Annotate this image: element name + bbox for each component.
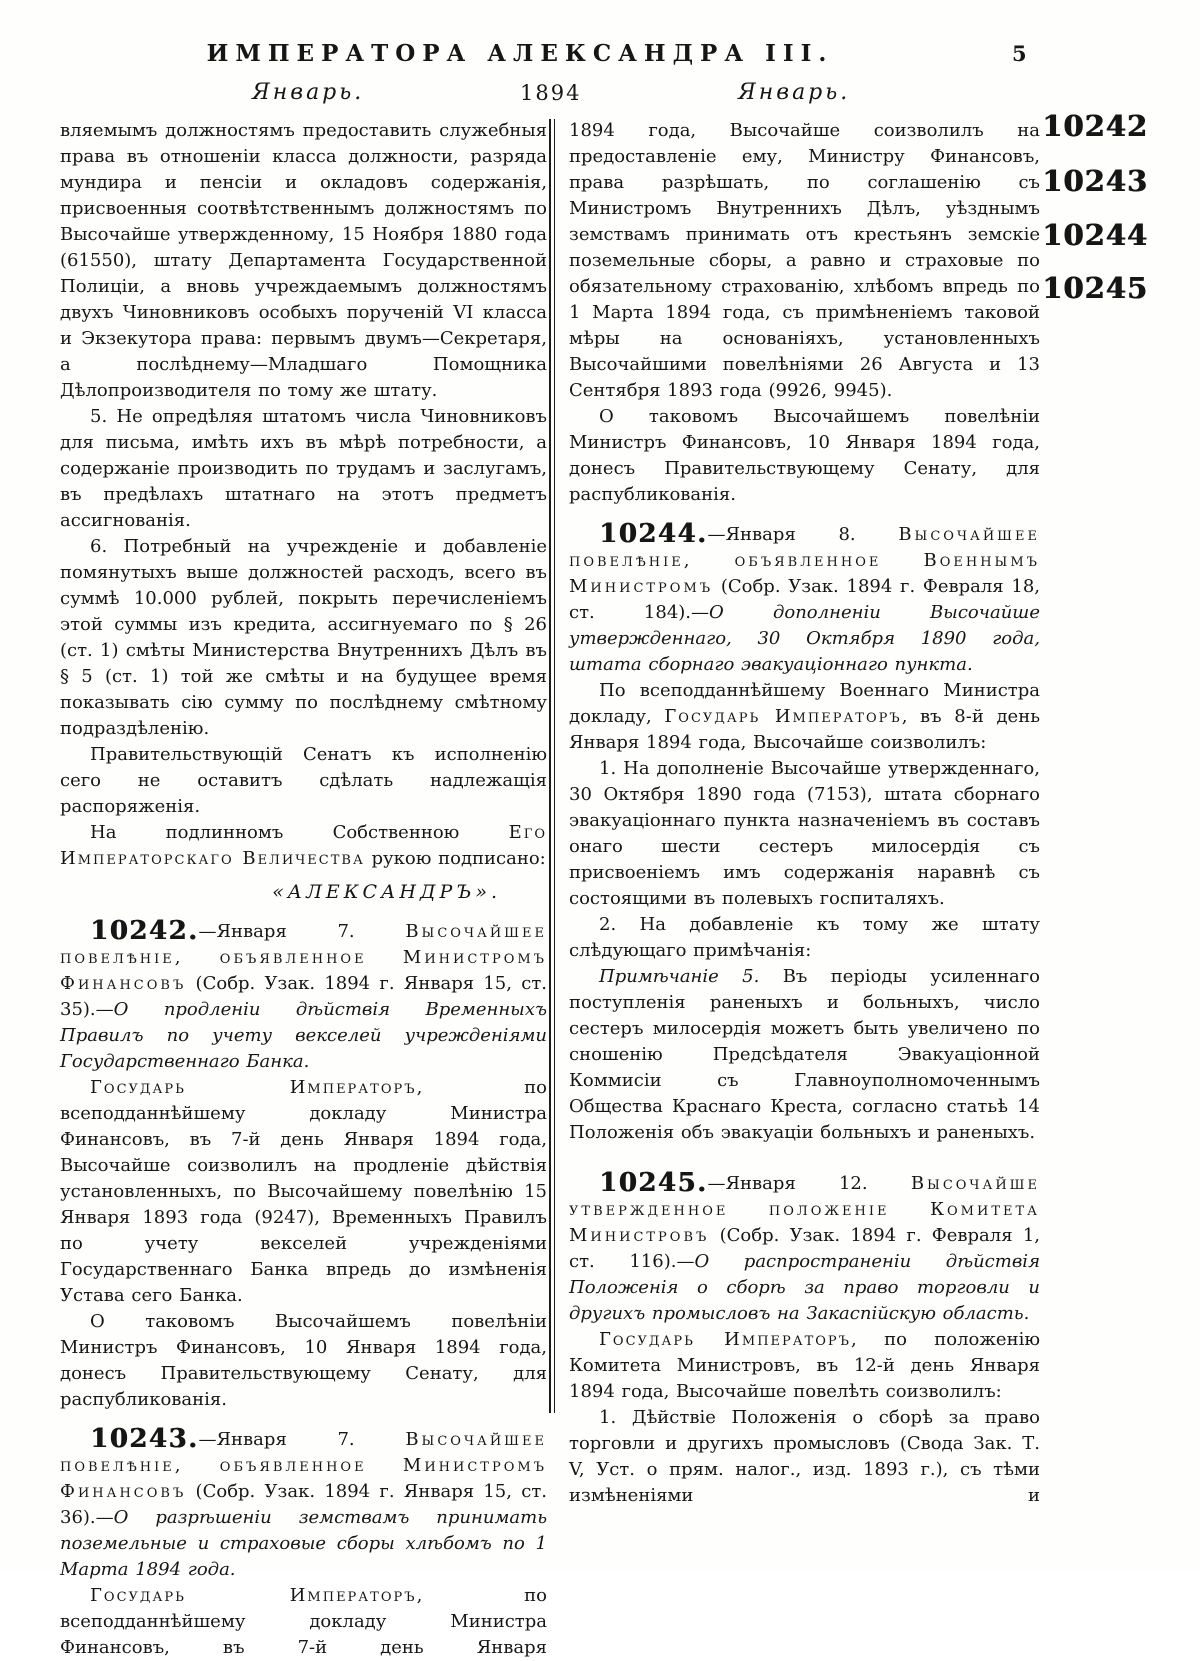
act-date: —Января 7. (198, 921, 406, 942)
act-date: —Января 8. (707, 524, 899, 545)
sovereign-emperor-smallcaps: Государь Императоръ (664, 706, 902, 727)
paragraph-senate: Правительствующій Сенатъ къ исполненію сего не оставитъ сдѣлать надлежащія распоряженія. (60, 744, 547, 817)
sovereign-emperor-smallcaps: Государь Императоръ (599, 1329, 852, 1350)
paragraph-act-body: О таковомъ Высочайшемъ повелѣніи Министръ Финансовъ, 10 Января 1894 года, донесъ Правительствующему Сенату, для распубликованія. (60, 1311, 547, 1410)
page-number: 5 (1012, 41, 1027, 66)
paragraph-act-body (60, 1075, 547, 1309)
text-run: , по положенію Комитета Министровъ, въ 12-й день Января 1894 года, Высочайше повелѣть соизволилъ: (569, 1329, 1040, 1402)
text-run: Въ періоды усиленнаго поступленія раненыхъ и больныхъ, число сестеръ милосердія можетъ быть увеличено по сношенію Предсѣдателя Эвакуаціонной Коммисіи съ Главноуполномоченнымъ Общества Краснаго Креста, согласно статьѣ 14 Положенія объ эвакуаціи больныхъ и раненыхъ. (569, 966, 1040, 1143)
text-run: , по всеподданнѣйшему докладу Министра Финансовъ, въ 7-й день Января (60, 1585, 548, 1658)
act-date: —Января 7. (198, 1429, 406, 1450)
paragraph-act-body (569, 1327, 1040, 1405)
act-heading-10245 (569, 1170, 1040, 1327)
paragraph-signature-intro (60, 820, 547, 872)
imperial-majesty-smallcaps: Его Императорскаго Величества (60, 822, 547, 869)
paragraph-act-body-continues (60, 1583, 547, 1661)
margin-act-number-10244: 10244 (1042, 218, 1148, 252)
act-number: 10243. (90, 1424, 199, 1454)
act-number: 10245. (599, 1168, 708, 1198)
paragraph-act-body (569, 678, 1040, 756)
right-column (569, 118, 1040, 1509)
act-title-italic: О распространеніи дѣйствія Положенія о сборѣ за право торговли и другихъ промысловъ на Закаспійскую область. (569, 1251, 1040, 1324)
act-number: 10244. (599, 519, 708, 549)
margin-act-number-10245: 10245 (1042, 271, 1148, 305)
running-head-month-right: Январь. (738, 80, 851, 105)
paragraph-continuation: 1894 года, Высочайше соизволилъ на предоставленіе ему, Министру Финансовъ, права разрѣшать, по соглашенію съ Министромъ Внутреннихъ Дѣлъ, уѣзднымъ земствамъ принимать отъ крестьянъ земскіе поземельные сборы, а равно и страховые по обязательному страхованію, хлѣбомъ впредь по 1 Марта 1894 года, съ примѣненіемъ таковой мѣры на основаніяхъ, установленныхъ Высочайшими повелѣніями 26 Августа и 13 Сентября 1893 года (9926, 9945). (569, 120, 1040, 401)
paragraph-continuation: вляемымъ должностямъ предоставить служебныя права въ отношеніи класса должности, разряда мундира и пенсіи и окладовъ содержанія, присвоенныя соотвѣтственнымъ должностямъ по Высочайше утвержденному, 15 Ноября 1880 года (61550), штату Департамента Государственной Полиціи, а вновь учреждаемымъ должностямъ двухъ Чиновниковъ особыхъ порученій VI класса и Экзекутора права: первымъ двумъ—Секретаря, а послѣднему—Младшаго Помощника Дѣлопроизводителя по тому же штату. (60, 120, 547, 401)
sovereign-emperor-smallcaps: Государь Императоръ (90, 1585, 417, 1606)
act-title-italic: О продленіи дѣйствія Временныхъ Правилъ по учету векселей учрежденіями Государственнаго Банка. (60, 999, 547, 1072)
act-type-smallcaps: Высочайшее повелѣніе, объявленное Министромъ Финансовъ (60, 1429, 547, 1502)
paragraph-item-6: 6. Потребный на учрежденіе и добавленіе помянутыхъ выше должностей расходъ, всего въ суммѣ 10.000 рублей, покрыть перечисленіемъ этой суммы изъ кредита, ассигнуемаго по § 26 (ст. 1) смѣты Министерства Внутреннихъ Дѣлъ въ § 5 (ст. 1) той же смѣты и на будущее время показывать сію сумму по послѣднему смѣтному подраздѣленію. (60, 536, 547, 739)
act-reference: (Собр. Узак. 1894 г. Февраля 18, ст. 184).— (569, 576, 1040, 623)
act-reference: (Собр. Узак. 1894 г. Февраля 1, ст. 116).— (569, 1225, 1040, 1272)
paragraph-note (569, 964, 1040, 1146)
running-head-year: 1894 (520, 81, 582, 105)
paragraph-act-item-1: 1. На дополненіе Высочайше утвержденнаго, 30 Октября 1890 года (7153), штата сборнаго эвакуаціоннаго пункта назначеніемъ въ составъ онаго шести сестеръ милосердія съ присвоеніемъ имъ содержанія наравнѣ съ состоящими въ полевыхъ госпиталяхъ. (569, 758, 1040, 909)
paragraph-act-body: О таковомъ Высочайшемъ повелѣніи Министръ Финансовъ, 10 Января 1894 года, донесъ Правительствующему Сенату, для распубликованія. (569, 406, 1040, 505)
paragraph-act-item-2: 2. На добавленіе къ тому же штату слѣдующаго примѣчанія: (569, 914, 1040, 961)
text-run: рукою подписано: (364, 848, 546, 869)
act-title-italic: О дополненіи Высочайше утвержденнаго, 30 Октября 1890 года, штата сборнаго эвакуаціоннаго пункта. (569, 602, 1040, 675)
act-heading-10244 (569, 521, 1040, 678)
margin-act-number-10242: 10242 (1042, 109, 1148, 143)
sovereign-emperor-smallcaps: Государь Императоръ (90, 1077, 417, 1098)
act-type-smallcaps: Высочайше утвержденное положеніе Комитета Министровъ (569, 1173, 1040, 1246)
act-type-smallcaps: Высочайшее повелѣніе, объявленное Министромъ Финансовъ (60, 921, 547, 994)
left-column (60, 118, 547, 1661)
act-heading-10243 (60, 1426, 547, 1583)
column-divider (549, 119, 555, 1413)
text-run: На подлинномъ Собственною (90, 822, 509, 843)
text-run: , по всеподданнѣйшему докладу Министра Финансовъ, въ 7-й день Января 1894 года, Высочайше соизволилъ на продленіе дѣйствія установленныхъ, по Высочайшему повелѣнію 15 Января 1893 года (9247), Временныхъ Правилъ по учету векселей учрежденіями Государственнаго Банка впредь до измѣненія Устава сего Банка. (60, 1077, 548, 1306)
act-title-italic: О разрѣшеніи земствамъ принимать поземельные и страховые сборы хлѣбомъ по 1 Марта 1894 года. (60, 1507, 547, 1580)
imperial-signature: «АЛЕКСАНДРЪ». (272, 881, 501, 903)
act-number: 10242. (90, 916, 199, 946)
running-head-month-left: Январь. (252, 80, 365, 105)
margin-act-number-10243: 10243 (1042, 164, 1148, 198)
note-label-italic: Примѣчаніе 5. (599, 966, 760, 987)
paragraph-item-5: 5. Не опредѣляя штатомъ числа Чиновниковъ для письма, имѣть ихъ въ мѣрѣ потребности, а содержаніе производить по трудамъ и заслугамъ, въ предѣлахъ штатнаго на этотъ предметъ ассигнованія. (60, 406, 547, 531)
act-reference: (Собр. Узак. 1894 г. Января 15, ст. 35).— (60, 973, 547, 1020)
text-run: , въ 8-й день Января 1894 года, Высочайше соизволилъ: (569, 706, 1040, 753)
page-title: ИМПЕРАТОРА АЛЕКСАНДРА III. (206, 40, 834, 67)
act-date: —Января 12. (707, 1173, 911, 1194)
text-run: По всеподданнѣйшему Военнаго Министра докладу, (569, 680, 1040, 727)
paragraph-act-item-1-continues: 1. Дѣйствіе Положенія о сборѣ за право торговли и другихъ промысловъ (Свода Зак. Т. V, Уст. о прям. налог., изд. 1893 г.), съ тѣми измѣненіями и (569, 1407, 1040, 1506)
act-type-smallcaps: Высочайшее повелѣніе, объявленное Военнымъ Министромъ (569, 524, 1040, 597)
act-heading-10242 (60, 918, 547, 1075)
act-reference: (Собр. Узак. 1894 г. Января 15, ст. 36).— (60, 1481, 547, 1528)
